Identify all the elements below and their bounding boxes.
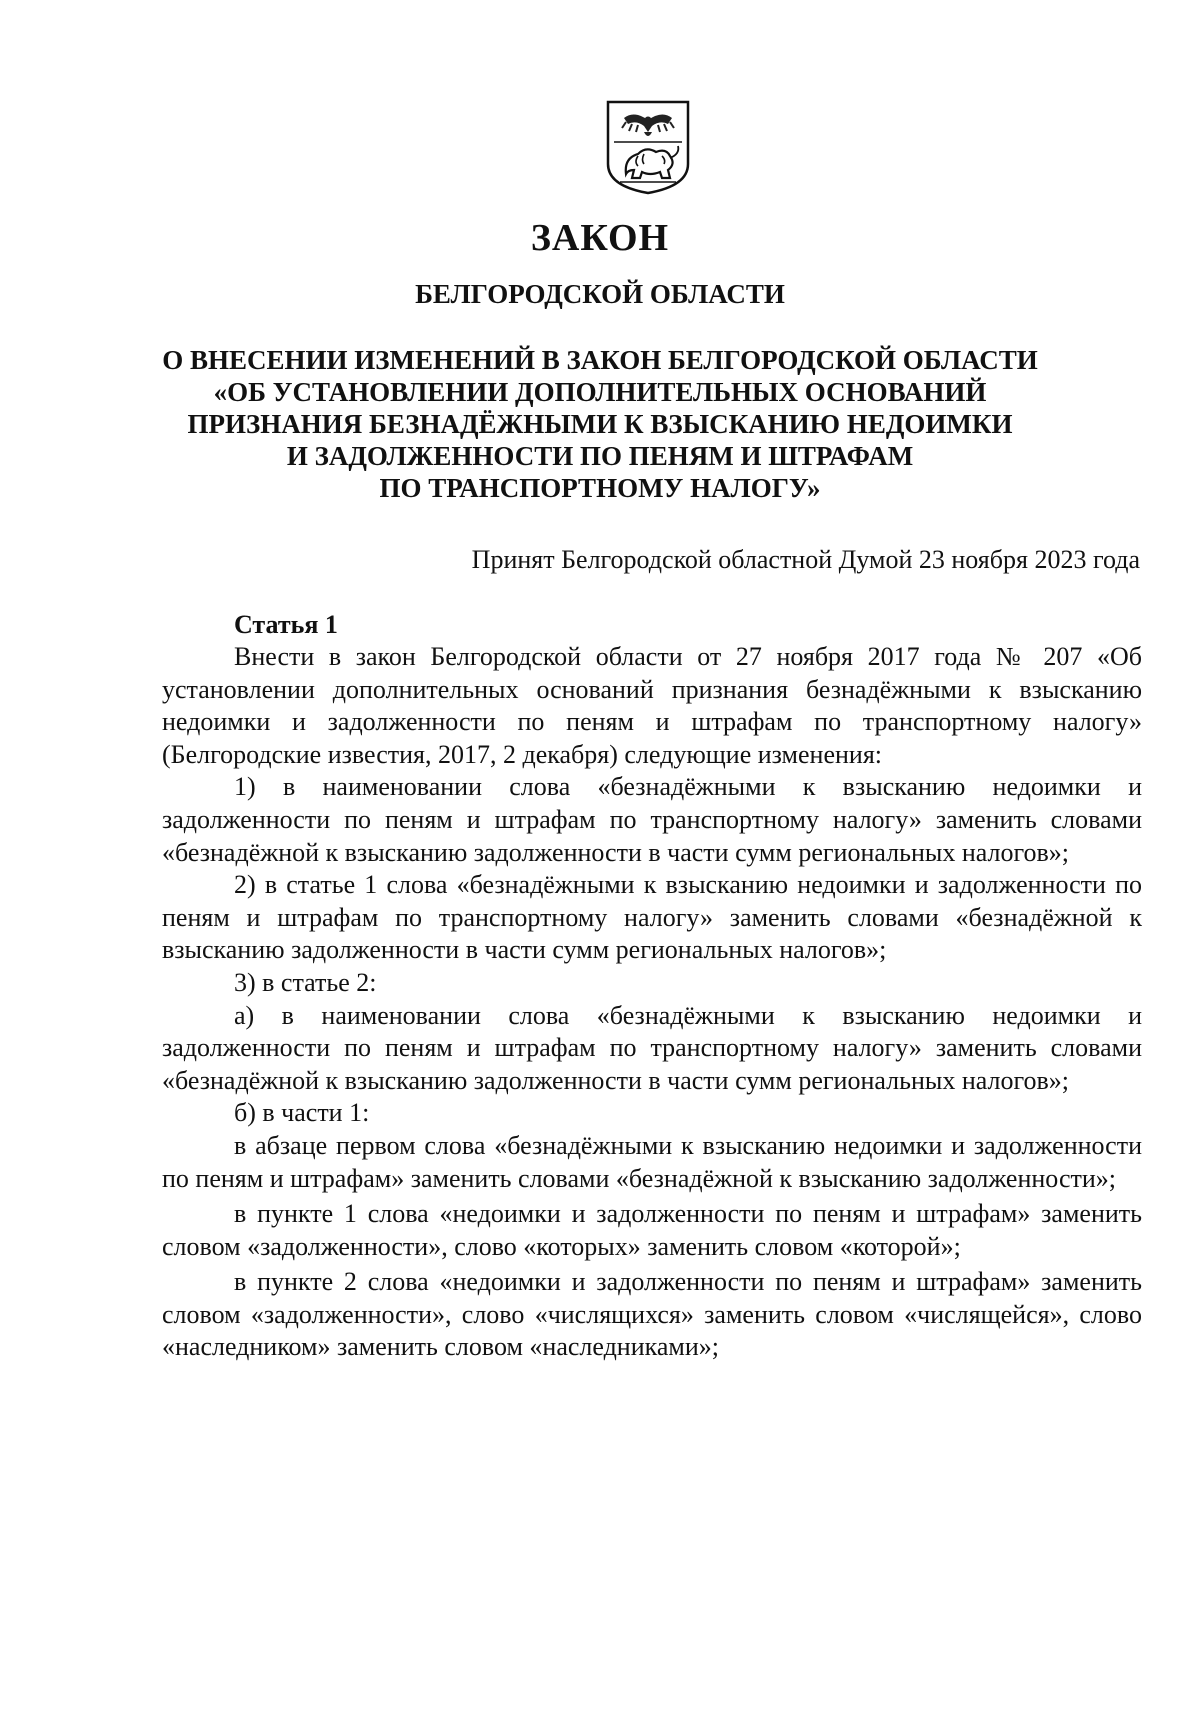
document-title: ЗАКОН: [530, 217, 670, 259]
law-heading: [0, 344, 1200, 504]
heading-line: «ОБ УСТАНОВЛЕНИИ ДОПОЛНИТЕЛЬНЫХ ОСНОВАНИЙ: [213, 377, 987, 407]
article-paragraph: Внести в закон Белгородской области от 27 ноября 2017 года № 207 «Об установлении дополнительных оснований признания безнадёжными к взысканию недоимки и задолженности по пеням и штрафам по транспортному налогу» (Белгородские известия, 2017, 2 декабря) следующие изменения:: [162, 642, 1142, 769]
coat-of-arms-icon: [604, 98, 692, 196]
adoption-note: Принят Белгородской областной Думой 23 ноября 2023 года: [471, 545, 1140, 574]
amendment-item: в пункте 2 слова «недоимки и задолженности по пеням и штрафам» заменить словом «задолженности», слово «числящихся» заменить словом «числящейся», слово «наследником» заменить словом «наследниками»;: [162, 1267, 1142, 1362]
amendment-item: в пункте 1 слова «недоимки и задолженности по пеням и штрафам» заменить словом «задолженности», слово «которых» заменить словом «которой»;: [162, 1199, 1142, 1261]
heading-line: ПРИЗНАНИЯ БЕЗНАДЁЖНЫМИ К ВЗЫСКАНИЮ НЕДОИМКИ: [187, 409, 1013, 439]
amendment-item: б) в части 1:: [234, 1098, 370, 1128]
amendment-item: 2) в статье 1 слова «безнадёжными к взысканию недоимки и задолженности по пеням и штрафам по транспортному налогу» заменить словами «безнадёжной к взысканию задолженности в части сумм региональных налогов»;: [162, 870, 1142, 965]
article-body: [162, 641, 1142, 1364]
amendment-item: 3) в статье 2:: [234, 967, 377, 997]
heading-line: И ЗАДОЛЖЕННОСТИ ПО ПЕНЯМ И ШТРАФАМ: [286, 441, 914, 471]
article-title: Статья 1: [234, 610, 338, 639]
heading-line: О ВНЕСЕНИИ ИЗМЕНЕНИЙ В ЗАКОН БЕЛГОРОДСКОЙ ОБЛАСТИ: [162, 345, 1038, 375]
document-subtitle: БЕЛГОРОДСКОЙ ОБЛАСТИ: [415, 279, 785, 309]
heading-line: ПО ТРАНСПОРТНОМУ НАЛОГУ»: [379, 473, 821, 503]
amendment-item: 1) в наименовании слова «безнадёжными к взысканию недоимки и задолженности по пеням и штрафам по транспортному налогу» заменить словами «безнадёжной к взысканию задолженности в части сумм региональных налогов»;: [162, 772, 1142, 867]
amendment-item: а) в наименовании слова «безнадёжными к взысканию недоимки и задолженности по пеням и штрафам по транспортному налогу» заменить словами «безнадёжной к взысканию задолженности в части сумм региональных налогов»;: [162, 1000, 1142, 1095]
amendment-item: в абзаце первом слова «безнадёжными к взысканию недоимки и задолженности по пеням и штрафам» заменить словами «безнадёжной к взысканию задолженности»;: [162, 1130, 1142, 1193]
